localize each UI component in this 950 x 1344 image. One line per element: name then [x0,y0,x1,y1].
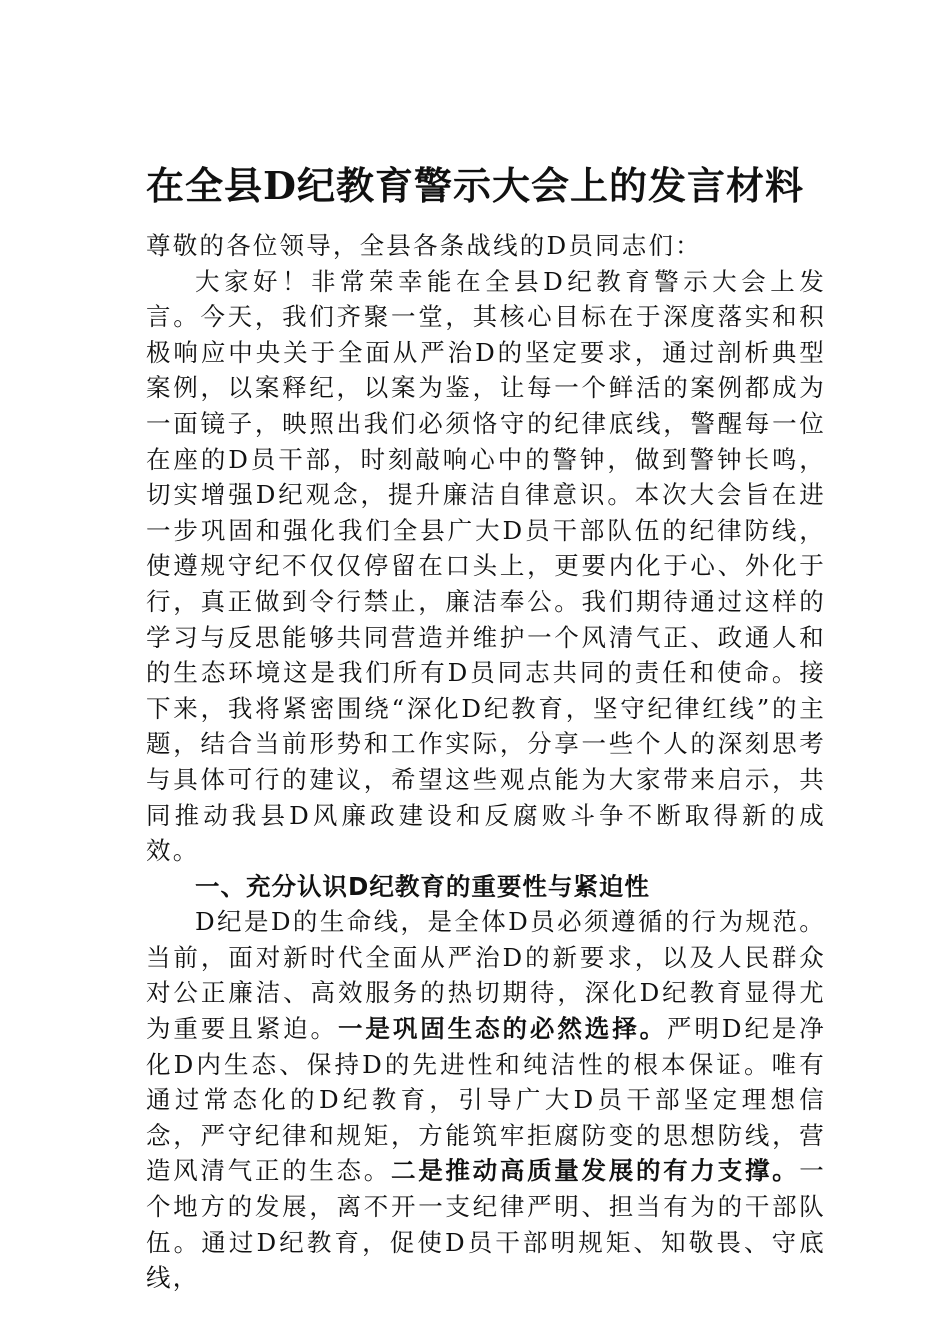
intro-paragraph: 大家好！非常荣幸能在全县D纪教育警示大会上发言。今天，我们齐聚一堂，其核心目标在于深度落实和积极响应中央关于全面从严治D的坚定要求，通过剖析典型案例，以案释纪，以案为鉴，让每一个鲜活的案例都成为一面镜子，映照出我们必须恪守的纪律底线，警醒每一位在座的D员干部，时刻敲响心中的警钟，做到警钟长鸣，切实增强D纪观念，提升廉洁自律意识。本次大会旨在进一步巩固和强化我们全县广大D员干部队伍的纪律防线，使遵规守纪不仅仅停留在口头上，更要内化于心、外化于行，真正做到令行禁止，廉洁奉公。我们期待通过这样的学习与反思能够共同营造并维护一个风清气正、政通人和的生态环境这是我们所有D员同志共同的责任和使命。接下来，我将紧密围绕“深化D纪教育，坚守纪律红线”的主题，结合当前形势和工作实际，分享一些个人的深刻思考与具体可行的建议，希望这些观点能为大家带来启示，共同推动我县D风廉政建设和反腐败斗争不断取得新的成效。 [146,266,826,866]
point-one-text: 严明D纪是净化D内生态、保持D的先进性和纯洁性的根本保证。唯有通过常态化的D纪教育，引导广大D员干部坚定理想信念，严守纪律和规矩，方能筑牢拒腐防变的思想防线，营造风清气正的生态。 [146,1014,827,1186]
section-heading: 一、充分认识D纪教育的重要性与紧迫性 [195,871,650,901]
section-text: D纪是D的生命线，是全体D员必须遵循的行为规范。当前，面对新时代全面从严治D的新要求，以及人民群众对公正廉洁、高效服务的热切期待，深化D纪教育显得尤为重要且紧迫。 [146,907,826,1044]
point-one-lead: 一是巩固生态的必然选择。 [337,1014,668,1044]
salutation: 尊敬的各位领导，全县各条战线的D员同志们： [146,231,702,260]
section-paragraph [146,904,826,1296]
document-body [146,228,826,1296]
point-two-text: 一个地方的发展，离不开一支纪律严明、担当有为的干部队伍。通过D纪教育，促使D员干部明规矩、知敬畏、守底线， [146,1156,826,1293]
document-title: 在全县D纪教育警示大会上的发言材料 [146,163,804,208]
point-two-lead: 二是推动高质量发展的有力支撑。 [390,1156,800,1186]
